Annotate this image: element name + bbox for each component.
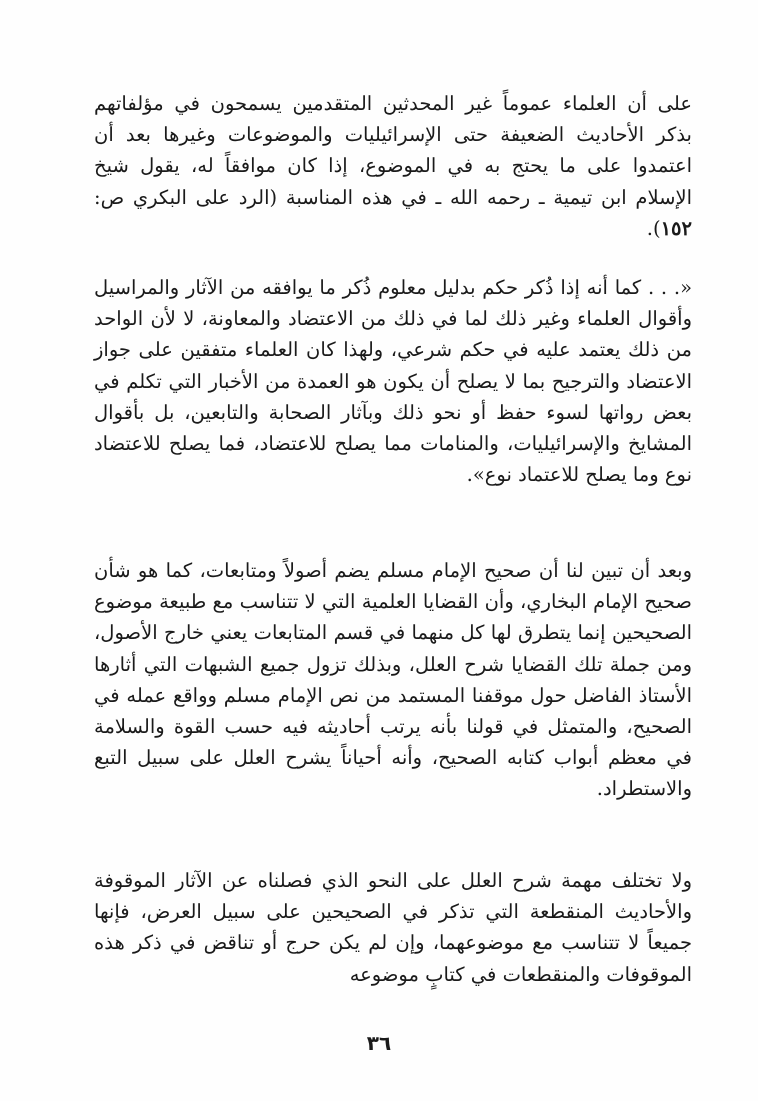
paragraph-1-text: على أن العلماء عموماً غير المحدثين المتقدمين يسمحون في مؤلفاتهم بذكر الأحاديث الضعيفة حتى الإسرائيليات والموضوعات وغيرها بعد أن اعتمدوا على ما يحتج به في الموضوع، إذا كان موافقاً له، يقول شيخ الإسلام ابن تيمية ـ رحمه الله ـ في هذه المناسبة (الرد على البكري ص: — [94, 92, 692, 209]
paragraph-1 — [94, 88, 692, 244]
page-number: ٣٦ — [366, 1031, 392, 1055]
paragraph-1-tail: ). — [646, 216, 661, 240]
paragraph-4 — [94, 865, 692, 990]
paragraph-4-text: ولا تختلف مهمة شرح العلل على النحو الذي فصلناه عن الآثار الموقوفة والأحاديث المنقطعة التي تذكر في الصحيحين على سبيل العرض، فإنها جميعاً لا تتناسب مع موضوعهما، وإن لم يكن حرج أو تناقض في ذكر هذه الموقوفات والمنقطعات في كتابٍ موضوعه — [94, 869, 692, 986]
paragraph-2-text: «. . . كما أنه إذا ذُكر حكم بدليل معلوم ذُكر ما يوافقه من الآثار والمراسيل وأقوال العلماء وغير ذلك لما في ذلك من الاعتضاد والمعاونة، لا لأن الواحد من ذلك يعتمد عليه في حكم شرعي، ولهذا كان العلماء متفقين على جواز الاعتضاد والترجيح بما لا يصلح أن يكون هو العمدة من الأخبار التي تكلم في بعض رواتها لسوء حفظ أو نحو ذلك وبآثار الصحابة والتابعين، بل بأقوال المشايخ والإسرائيليات، والمنامات مما يصلح للاعتضاد، فما يصلح للاعتضاد نوع وما يصلح للاعتماد نوع». — [94, 276, 692, 487]
page-reference: ١٥٢ — [660, 216, 692, 240]
paragraph-3-text: وبعد أن تبين لنا أن صحيح الإمام مسلم يضم أصولاً ومتابعات، كما هو شأن صحيح الإمام البخاري، وأن القضايا العلمية التي لا تتناسب مع طبيعة موضوع الصحيحين إنما يتطرق لها كل منهما في قسم المتابعات يعني خارج الأصول، ومن جملة تلك القضايا شرح العلل، وبذلك تزول جميع الشبهات التي أثارها الأستاذ الفاضل حول موقفنا المستمد من نص الإمام مسلم وواقع عمله في الصحيح، والمتمثل في قولنا بأنه يرتب أحاديثه فيه حسب القوة والسلامة في معظم أبواب كتابه الصحيح، وأنه أحياناً يشرح العلل على سبيل التبع والاستطراد. — [94, 559, 692, 801]
paragraph-2-quotation — [94, 272, 692, 490]
paragraph-3 — [94, 555, 692, 805]
